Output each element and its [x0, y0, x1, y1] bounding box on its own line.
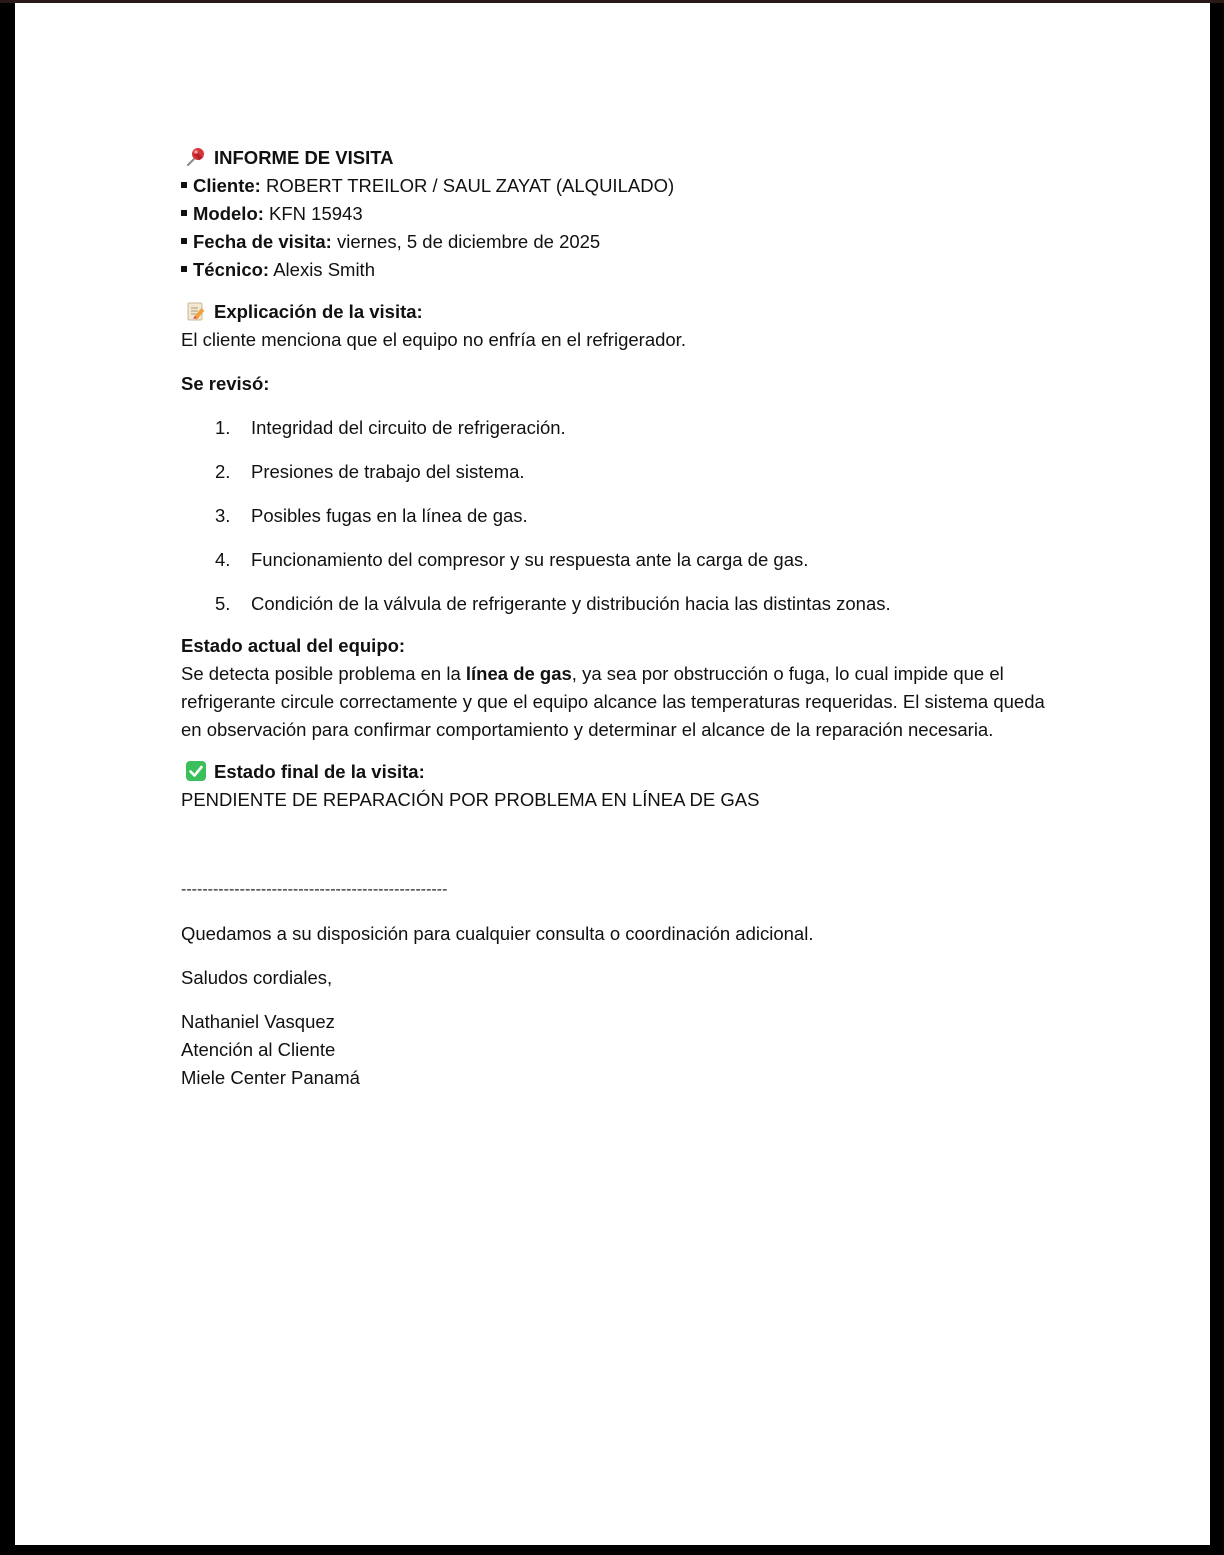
list-text: Posibles fugas en la línea de gas. — [251, 505, 528, 526]
signature-department: Atención al Cliente — [181, 1039, 336, 1060]
field-visit-date — [181, 228, 1061, 256]
current-state-text-start: Se detecta posible problema en la — [181, 663, 466, 684]
field-label: Modelo: — [193, 203, 264, 224]
memo-icon — [185, 300, 207, 322]
field-label: Técnico: — [193, 259, 270, 280]
pushpin-icon — [185, 146, 207, 168]
explanation-heading: Explicación de la visita: — [214, 301, 423, 322]
list-text: Integridad del circuito de refrigeración. — [251, 417, 566, 438]
final-state-heading-line — [181, 758, 1061, 786]
bullet — [181, 182, 187, 188]
check-mark-icon — [185, 760, 207, 782]
explanation-heading-line — [181, 298, 1061, 326]
list-number: 3. — [215, 505, 231, 526]
list-item — [181, 502, 1061, 530]
report-body — [181, 144, 1061, 1092]
report-title-line — [181, 144, 1061, 172]
bullet — [181, 266, 187, 272]
field-value: ROBERT TREILOR / SAUL ZAYAT (ALQUILADO) — [265, 175, 675, 196]
list-number: 4. — [215, 549, 231, 570]
signature-company: Miele Center Panamá — [181, 1067, 360, 1088]
explanation-text: El cliente menciona que el equipo no enfría en el refrigerador. — [181, 329, 686, 350]
list-text: Condición de la válvula de refrigerante y distribución hacia las distintas zonas. — [251, 593, 891, 614]
field-label: Fecha de visita: — [193, 231, 332, 252]
list-item — [181, 546, 1061, 574]
current-state-heading: Estado actual del equipo: — [181, 635, 406, 656]
list-number: 2. — [215, 461, 231, 482]
final-state-text: PENDIENTE DE REPARACIÓN POR PROBLEMA EN LÍNEA DE GAS — [181, 789, 760, 810]
list-text: Presiones de trabajo del sistema. — [251, 461, 525, 482]
list-item — [181, 458, 1061, 486]
field-model — [181, 200, 1061, 228]
list-number: 1. — [215, 417, 231, 438]
final-state-heading: Estado final de la visita: — [214, 761, 425, 782]
divider-line: -------------------------------------------------- — [181, 881, 448, 898]
report-title: INFORME DE VISITA — [214, 147, 394, 168]
document-page — [15, 3, 1210, 1545]
field-label: Cliente: — [193, 175, 261, 196]
field-value: Alexis Smith — [273, 259, 375, 280]
current-state-text-emphasis: línea de gas — [465, 663, 572, 684]
current-state-text-end: , ya sea por obstrucción o fuga, lo cual impide que el refrigerante circule correctamente y que el equipo alcance las temperaturas requeridas. El sistema queda en observación para confirmar comportamiento y determinar el alcance de la reparación necesaria. — [181, 663, 1045, 740]
field-value: KFN 15943 — [269, 203, 363, 224]
list-item — [181, 590, 1061, 618]
greeting-text: Saludos cordiales, — [181, 967, 333, 988]
checked-list — [181, 414, 1061, 618]
current-state-text — [181, 660, 1061, 744]
list-item — [181, 414, 1061, 442]
field-client — [181, 172, 1061, 200]
bullet — [181, 210, 187, 216]
bullet — [181, 238, 187, 244]
list-number: 5. — [215, 593, 231, 614]
field-value: viernes, 5 de diciembre de 2025 — [336, 231, 601, 252]
field-technician — [181, 256, 1061, 284]
availability-text: Quedamos a su disposición para cualquier consulta o coordinación adicional. — [181, 923, 814, 944]
signature-name: Nathaniel Vasquez — [181, 1011, 335, 1032]
checked-heading: Se revisó: — [181, 373, 270, 394]
list-text: Funcionamiento del compresor y su respuesta ante la carga de gas. — [251, 549, 809, 570]
